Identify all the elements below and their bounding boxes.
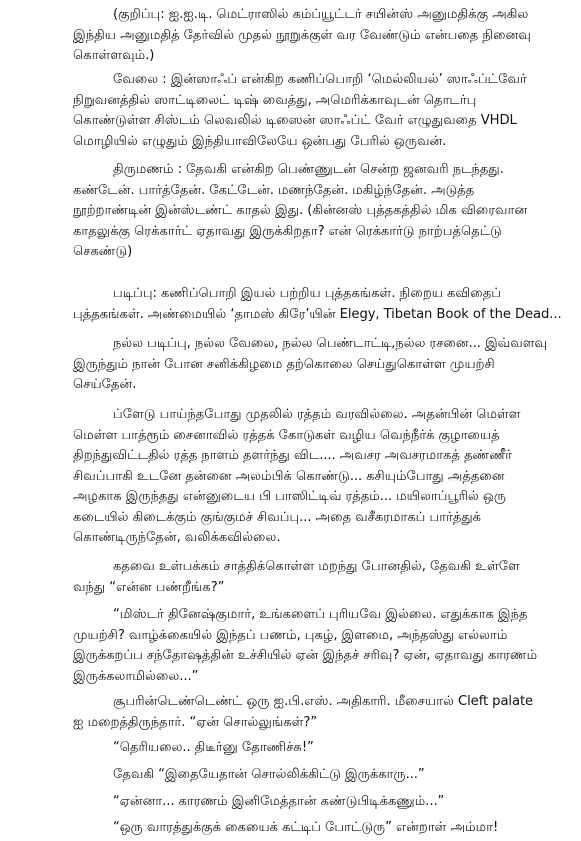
text-line: திறந்துவிட்டதில் ரத்த நாளம் தளர்ந்து விட.... அவசர அவசரமாகத் தண்ணீர் xyxy=(73,448,513,463)
text-line: இருக்கறப்ப சந்தோஷத்தின் உச்சியில் ஏன் இந்தச் சரிவு? ஏன், ஏதாவது காரணம் xyxy=(73,648,538,663)
paragraph-dialogue-4 xyxy=(73,818,565,839)
text-line: இருந்தும் நான் போன சனிக்கிழமை தற்கொலை செய்துகொள்ள முயற்சி xyxy=(73,356,495,372)
paragraph-attempt xyxy=(73,334,565,396)
text-line: திருமணம் : தேவகி என்கிற பெண்ணுடன் சென்ற ஜனவரி நடந்தது. xyxy=(113,162,504,177)
text-line: கொண்டிருந்தேன், வலிக்கவில்லை. xyxy=(73,530,281,545)
text-line: இருக்கலாமில்லை...” xyxy=(73,668,199,684)
text-line: அழகாக இருந்தது என்னுடைய பி பாஸிட்டிவ் ரத்தம்... மயிலாப்பூரில் ஒரு xyxy=(73,489,506,504)
text-line: செகண்டு) xyxy=(73,244,133,259)
text-line: முயற்சி? வாழ்க்கையில் இந்தப் பணம், புகழ், இளமை, அந்தஸ்து எல்லாம் xyxy=(73,627,508,643)
text-line: நிறுவனத்தில் ஸாட்டிலைட் டிஷ் வைத்து, அமெரிக்காவுடன் தொடர்பு xyxy=(73,92,477,108)
text-line: செய்தேன். xyxy=(73,377,137,392)
text-line: “தெரியலை.. திடீர்னு தோணிச்சு!” xyxy=(113,740,314,755)
paragraph-marriage xyxy=(73,160,565,263)
paragraph-superintendent xyxy=(73,692,565,733)
text-line: மொழியில் எழுதும் இந்தியாவிலேயே ஒன்பது பேரில் ஒருவன். xyxy=(73,133,447,149)
paragraph-reading xyxy=(73,284,565,325)
text-line: தேவகி “இதையேதான் சொல்லிக்கிட்டு இருக்காரு...” xyxy=(113,767,425,782)
text-line: மெள்ள பாத்ரூம் சைனாவில் ரத்தக் கோடுகள் வழிய வெந்நீர்க் குழாயைத் xyxy=(73,427,500,443)
text-line: இந்திய அனுமதித் தேர்வில் முதல் நூறுக்குள் வர வேண்டும் என்பதை நினைவு xyxy=(73,27,531,43)
text-line: காதலுக்கு ரெக்கார்ட் ஏதாவது இருக்கிறதா? என் ரெக்கார்டு நாற்பத்தெட்டு xyxy=(73,223,502,239)
paragraph-dialogue-1 xyxy=(73,738,565,759)
text-line: படிப்பு: கணிப்பொறி இயல் பற்றிய புத்தகங்கள். நிறைய கவிதைப் xyxy=(113,286,501,301)
text-line: (குறிப்பு: ஐ.ஐ.டி. மெட்ராஸில் கம்ப்யூட்டர் சயின்ஸ் அனுமதிக்கு அகில xyxy=(113,7,529,22)
text-line: நூற்றாண்டின் இன்ஸ்டண்ட் காதல் இது. (கின்னஸ் புத்தகத்தில் மிக விரைவான xyxy=(73,203,528,218)
text-line: “மிஸ்டர் தினேஷ்குமார், உங்களைப் புரியவே இல்லை. எதுக்காக இந்த xyxy=(113,607,528,622)
text-line: சிவப்பாகி உடனே தன்னை அலம்பிக் கொண்டு... கசியும்போது அத்தனை xyxy=(73,468,505,484)
text-line: வந்து “என்ன பண்றீங்க?” xyxy=(73,579,225,595)
text-line: நல்ல படிப்பு, நல்ல வேலை, நல்ல பெண்டாட்டி,நல்ல ரசனை... இவ்வளவு xyxy=(113,336,548,351)
text-line: கண்டேன். பார்த்தேன். கேட்டேன். மணந்தேன். மகிழ்ந்தேன். அடுத்த xyxy=(73,182,475,198)
text-line: கடையில் கிடைக்கும் குங்குமச் சிவப்பு... அதை வசீகரமாகப் பார்த்துக் xyxy=(73,509,482,525)
paragraph-note xyxy=(73,5,565,67)
text-line: புத்தகங்கள். அண்மையில் ‘தாமஸ் கிரே’யின் Elegy, Tibetan Book of the Dead... xyxy=(73,306,562,322)
paragraph-blade xyxy=(73,405,565,549)
text-line: “ஒரு வாரத்துக்குக் கையைக் கட்டிப் போட்டுரு” என்றாள் அம்மா! xyxy=(113,820,499,835)
paragraph-dialogue-2 xyxy=(73,765,565,786)
paragraph-job xyxy=(73,70,565,152)
text-line: கொண்டுள்ள சிஸ்டம் லெவலில் டிஸைன் ஸாஃப்ட் வேர் எழுதுவதை VHDL xyxy=(73,113,517,128)
text-line: ஐ மறைத்திருந்தார். “ஏன் சொல்லுங்கள்?” xyxy=(73,714,318,730)
paragraph-question xyxy=(73,605,565,687)
text-line: ப்ளேடு பாய்ந்தபோது முதலில் ரத்தம் வரவில்லை. அதன்பின் மெள்ள xyxy=(113,407,521,422)
text-line: வேலை : இன்ஸாஃப் என்கிற கணிப்பொறி ‘மெல்லியல்’ ஸாஃப்ட்வேர் xyxy=(113,72,527,87)
text-line: கொள்ளவும்.) xyxy=(73,48,155,63)
paragraph-dialogue-3 xyxy=(73,792,565,813)
text-line: சூபரின்டெண்டெண்ட் ஒரு ஐ.பி.எஸ். அதிகாரி. மீசையால் Cleft palate xyxy=(113,694,534,709)
text-line: “ஏன்னா... காரணம் இனிமேத்தான் கண்டுபிடிக்கணும்...” xyxy=(113,794,445,809)
paragraph-door xyxy=(73,557,565,598)
text-line: கதவை உள்பக்கம் சாத்திக்கொள்ள மறந்து போனதில், தேவகி உள்ளே xyxy=(113,559,520,574)
